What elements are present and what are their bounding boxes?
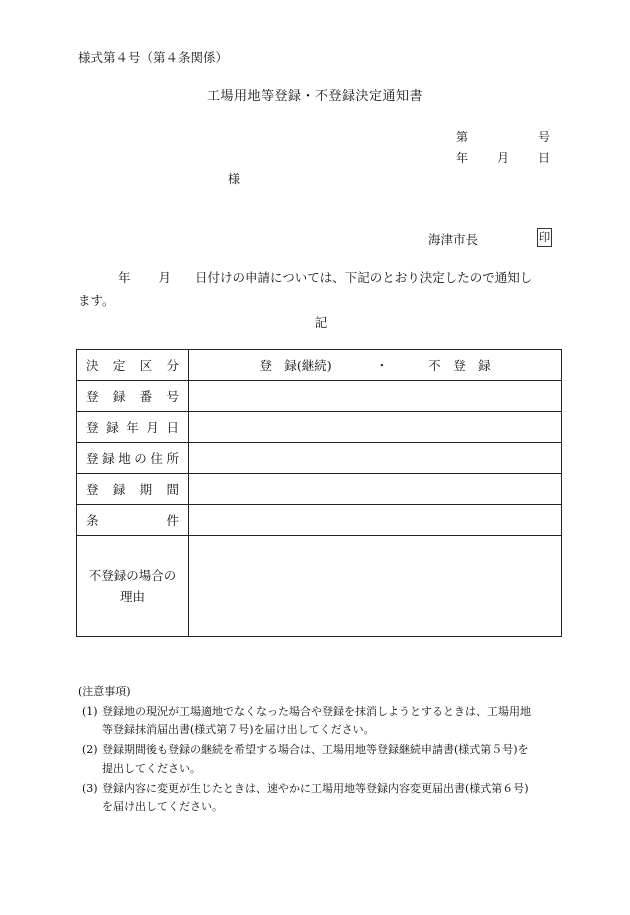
row-label-char: 号	[166, 389, 179, 404]
note-line1: 登録内容に変更が生じたときは、速やかに工場用地等登録内容変更届出書(様式第６号)	[102, 781, 529, 795]
table-row	[77, 505, 562, 536]
row-label-char: 定	[112, 358, 126, 373]
row-value[interactable]	[189, 474, 562, 505]
row-label-char: 登	[86, 451, 99, 466]
notes-heading: (注意事項)	[78, 685, 131, 698]
row-label-char: 住	[150, 451, 163, 466]
body-text: 日付けの申請については、下記のとおり決定したので通知し	[195, 270, 533, 285]
row-label-char: 番	[139, 389, 153, 404]
row-value[interactable]	[189, 412, 562, 443]
reason-label-line2: 理由	[119, 589, 145, 604]
option-separator: ・	[375, 358, 389, 373]
row-label-char: の	[134, 451, 147, 466]
date-day-label: 日	[538, 151, 551, 165]
table-row	[77, 474, 562, 505]
reference-go: 号	[538, 130, 551, 144]
note-line1: 登録地の現況が工場適地でなくなった場合や登録を抹消しようとするときは、工場用地	[102, 705, 531, 719]
reference-dai: 第	[456, 130, 469, 144]
row-label-char: 区	[139, 358, 153, 373]
row-label-char: 地	[118, 451, 131, 466]
option-register[interactable]: 登 録(継続)	[259, 358, 332, 373]
note-item	[78, 780, 574, 816]
row-label	[77, 350, 189, 381]
row-label-char: 分	[166, 358, 179, 373]
row-label-char: 録	[102, 451, 115, 466]
note-line2: を届け出してください。	[102, 799, 223, 813]
body-text-line2: ます。	[78, 293, 115, 308]
note-number: (3)	[82, 781, 98, 795]
note-number: (2)	[82, 743, 98, 757]
row-label-char: 登	[86, 420, 99, 435]
row-value[interactable]	[189, 443, 562, 474]
table-row	[77, 381, 562, 412]
row-label-char: 録	[112, 389, 126, 404]
sender-name: 海津市長	[428, 232, 479, 247]
row-label	[77, 443, 189, 474]
addressee-honorific: 様	[228, 172, 241, 186]
table-row	[77, 350, 562, 381]
notes-section	[78, 683, 574, 816]
table-row	[77, 412, 562, 443]
date-month-label: 月	[497, 151, 510, 165]
row-label-char: 登	[86, 482, 99, 497]
row-label-char: 決	[86, 358, 99, 373]
reason-value[interactable]	[189, 536, 562, 637]
note-item	[78, 741, 574, 777]
body-year: 年	[118, 270, 131, 285]
decision-options[interactable]	[189, 350, 562, 381]
row-value[interactable]	[189, 505, 562, 536]
document-title: 工場用地等登録・不登録決定通知書	[206, 89, 423, 104]
ki-heading: 記	[314, 315, 328, 330]
row-label-char: 件	[166, 513, 179, 528]
row-label	[77, 505, 189, 536]
row-value[interactable]	[189, 381, 562, 412]
note-line1: 登録期間後も登録の継続を希望する場合は、工場用地等登録継続申請書(様式第５号)を	[102, 743, 529, 757]
reason-label	[77, 536, 189, 637]
table-row	[77, 443, 562, 474]
row-label-char: 月	[146, 420, 159, 435]
note-number: (1)	[82, 705, 98, 719]
row-label-char: 年	[126, 420, 139, 435]
row-label-char: 間	[166, 482, 179, 497]
form-number: 様式第４号（第４条関係）	[78, 50, 229, 65]
row-label-char: 所	[166, 451, 179, 466]
row-label-char: 条	[86, 513, 99, 528]
option-no-register[interactable]: 不 登 録	[428, 358, 491, 373]
note-line2: 提出してください。	[102, 761, 201, 775]
row-label	[77, 412, 189, 443]
note-item	[78, 703, 574, 739]
row-label-char: 期	[139, 482, 153, 497]
seal-mark: 印	[537, 228, 552, 247]
row-label-char: 録	[112, 482, 126, 497]
body-month: 月	[158, 270, 172, 285]
row-label	[77, 381, 189, 412]
registration-table	[76, 349, 562, 637]
note-line2: 等登録抹消届出書(様式第７号)を届け出してください。	[102, 723, 375, 737]
row-label-char: 日	[166, 420, 179, 435]
date-year-label: 年	[456, 151, 469, 165]
row-label	[77, 474, 189, 505]
row-label-char: 録	[106, 420, 119, 435]
row-label-char: 登	[86, 389, 99, 404]
body-text-line1	[78, 270, 532, 285]
table-row-reason	[77, 536, 562, 637]
reason-label-line1: 不登録の場合の	[88, 567, 177, 583]
